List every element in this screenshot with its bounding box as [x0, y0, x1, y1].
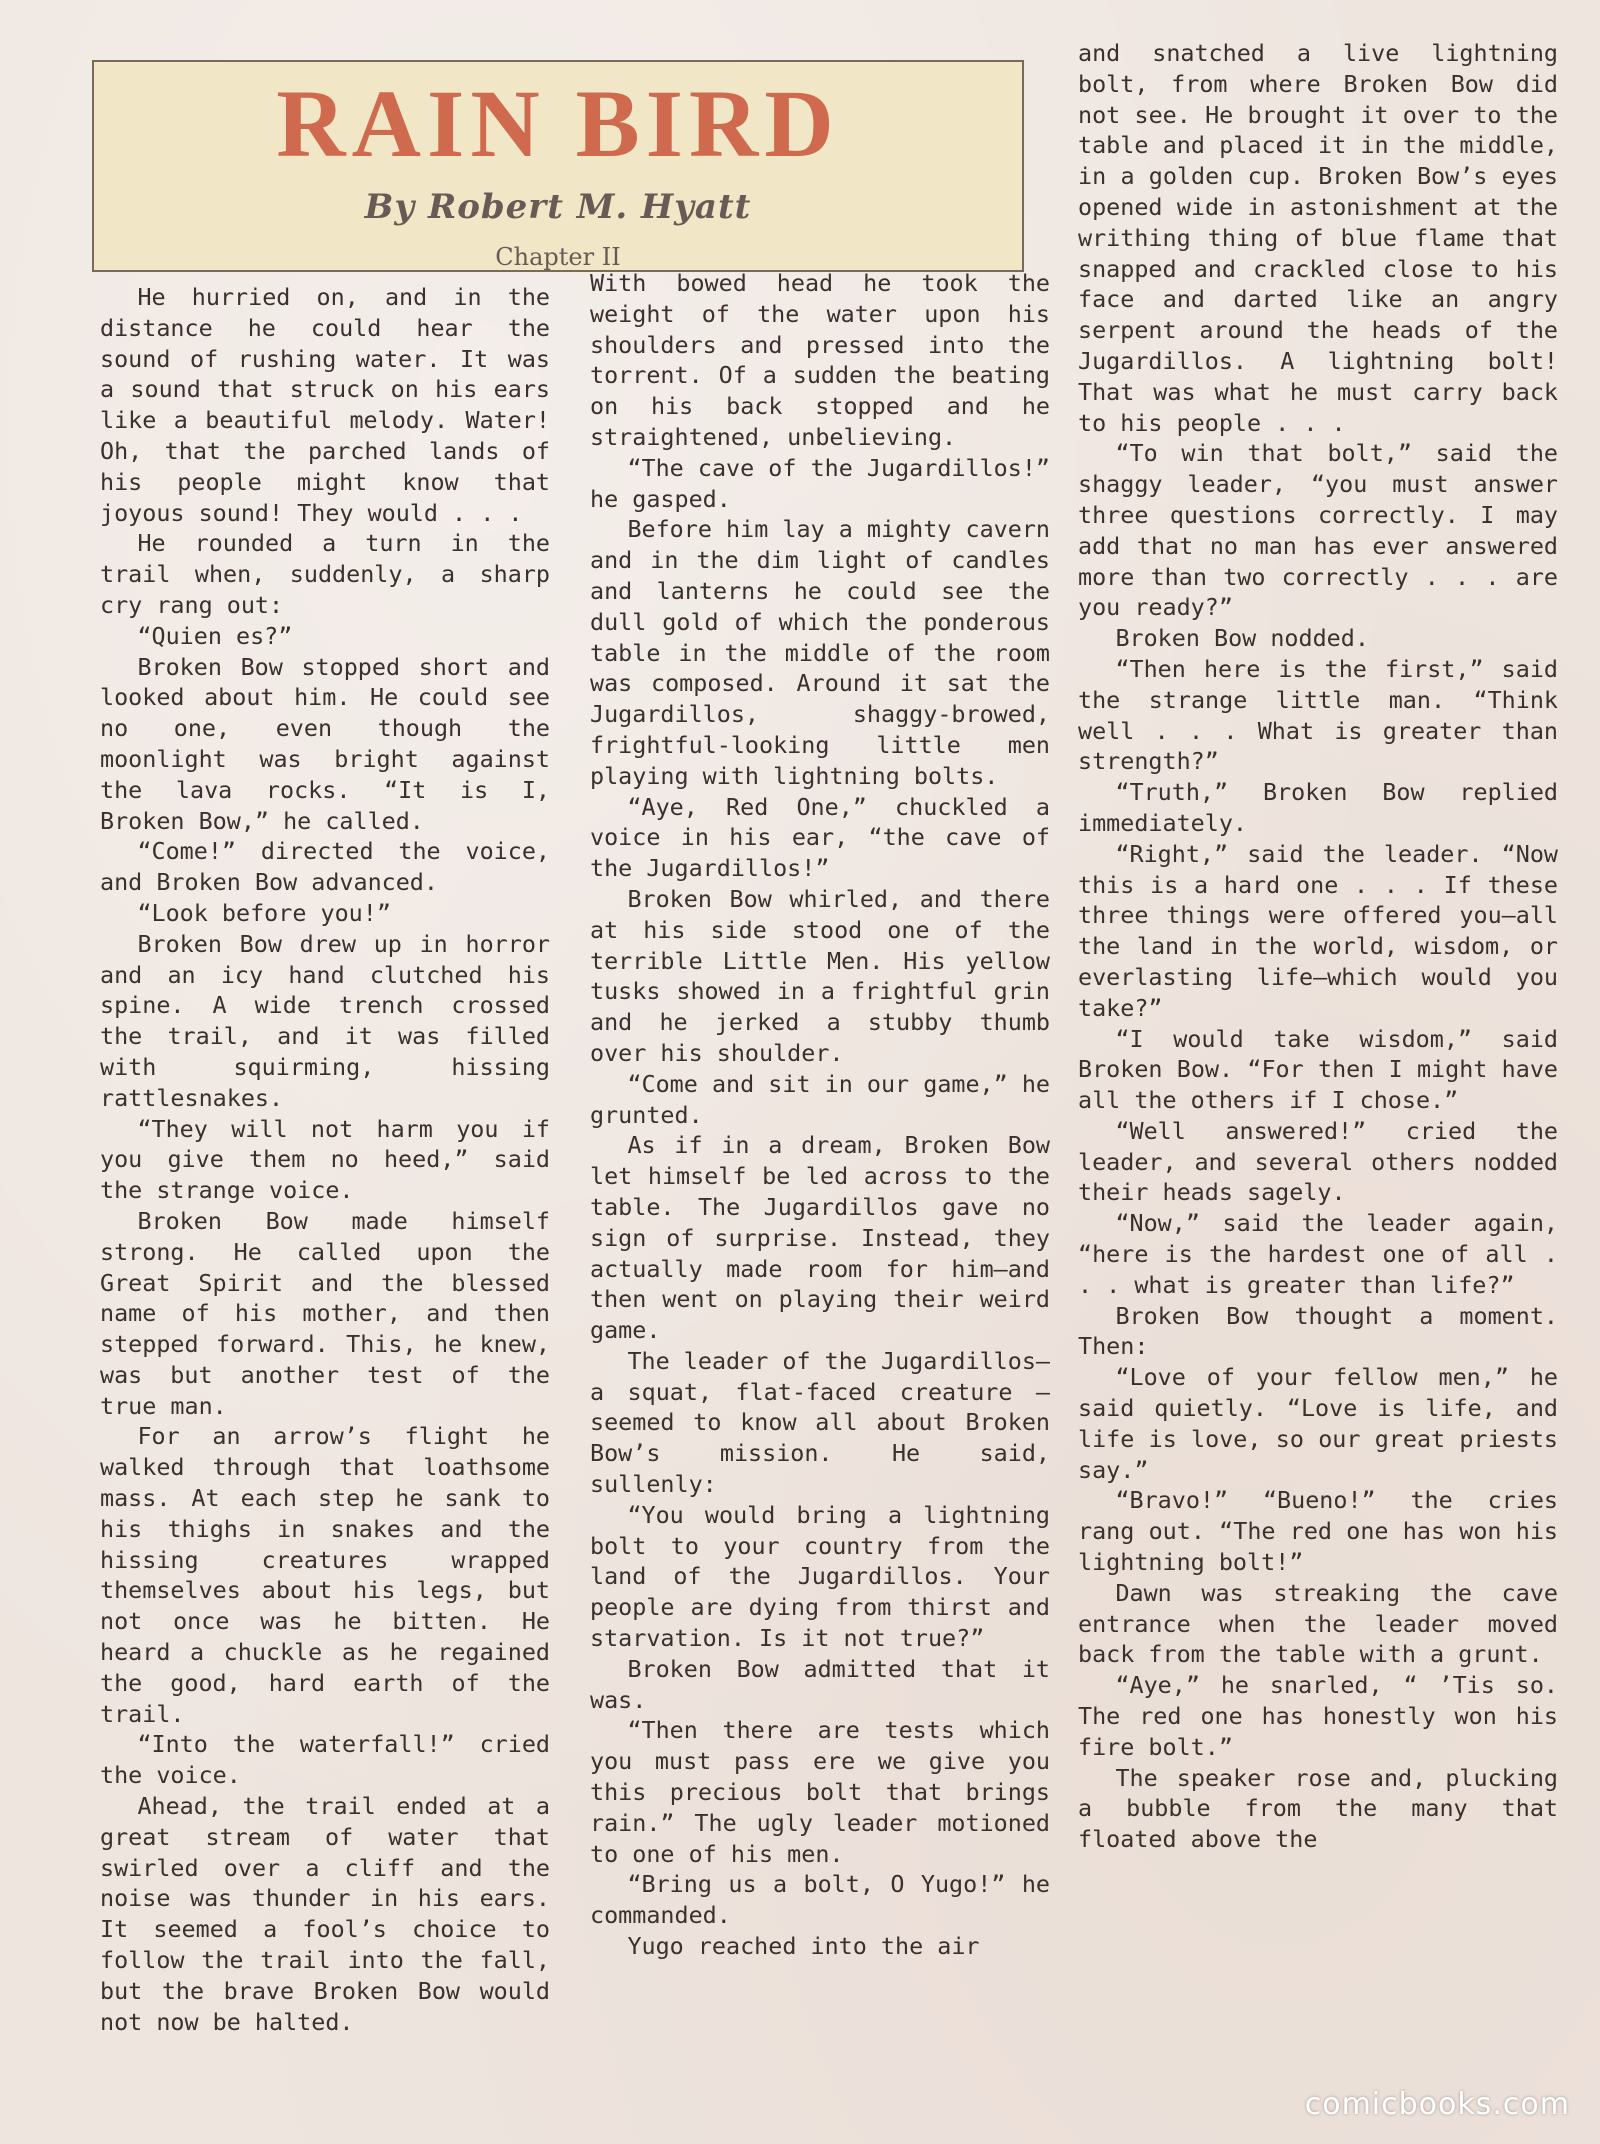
paragraph: Broken Bow nodded.: [1115, 624, 1369, 653]
paragraph: “To win that bolt,” said the shaggy leader, “you must answer three questions correctly. I may add that no man has ever answered more than two correctly . . . are you ready?”: [1078, 439, 1558, 622]
paragraph: The speaker rose and, plucking a bubble from the many that floated above the: [1078, 1763, 1558, 1854]
paragraph: “Look before you!”: [137, 898, 391, 927]
paragraph: He rounded a turn in the trail when, suddenly, a sharp cry rang out:: [100, 529, 550, 619]
paragraph: He hurried on, and in the distance he could hear the sound of rushing water. It was a sound that struck on his ears like a beautiful melody. Water! Oh, that the parched lands of his people might know that joyous sound! They would . . .: [100, 283, 550, 527]
paragraph: Yugo reached into the air: [627, 1932, 980, 1961]
paragraph: As if in a dream, Broken Bow let himself be led across to the table. The Jugardillos gave no sign of surprise. Instead, they actually made room for him—and then went on playing their weird game.: [590, 1131, 1050, 1345]
paragraph: “Then here is the first,” said the strange little man. “Think well . . . What is greater than strength?”: [1078, 654, 1558, 776]
paragraph: “Aye, Red One,” chuckled a voice in his ear, “the cave of the Jugardillos!”: [590, 792, 1050, 883]
chapter-label: Chapter II: [495, 242, 621, 271]
paragraph: With bowed head he took the weight of the water upon his shoulders and pressed into the torrent. Of a sudden the beating on his back stopped and he straightened, unbelieving.: [590, 269, 1050, 451]
paragraph: “Love of your fellow men,” he said quietly. “Love is life, and life is love, so our great priests say.”: [1078, 1363, 1558, 1484]
paragraph: “Then there are tests which you must pass ere we give you this precious bolt that brings rain.” The ugly leader motioned to one of his men.: [590, 1716, 1050, 1868]
title-box: [92, 60, 1024, 272]
paragraph: “Come and sit in our game,” he grunted.: [590, 1069, 1050, 1129]
paragraph: Ahead, the trail ended at a great stream of water that swirled over a cliff and the noise was thunder in his ears. It seemed a fool’s choice to follow the trail into the fall, but the brave Broken Bow would not now be halted.: [100, 1792, 550, 2036]
paragraph: “I would take wisdom,” said Broken Bow. “For then I might have all the others if I chose.”: [1078, 1024, 1558, 1115]
paragraph: For an arrow’s flight he walked through that loathsome mass. At each step he sank to his thighs in snakes and the hissing creatures wrapped themselves about his legs, but not once was he bitten. He heard a chuckle as he regained the good, hard earth of the trail.: [100, 1422, 550, 1728]
paragraph: “They will not harm you if you give them no heed,” said the strange voice.: [100, 1114, 550, 1205]
paragraph: “Right,” said the leader. “Now this is a hard one . . . If these three things were offered you—all the land in the world, wisdom, or everlasting life—which would you take?”: [1078, 839, 1558, 1022]
paragraph: “Truth,” Broken Bow replied immediately.: [1078, 778, 1558, 837]
paragraph: Broken Bow admitted that it was.: [590, 1654, 1050, 1714]
paragraph: “You would bring a lightning bolt to your country from the land of the Jugardillos. Your people are dying from thirst and starvation. Is it not true?”: [590, 1500, 1050, 1653]
byline: By Robert M. Hyatt: [364, 186, 752, 227]
paragraph: and snatched a live lightning bolt, from where Broken Bow did not see. He brought it over to the table and placed it in the middle, in a golden cup. Broken Bow’s eyes opened wide in astonishment at the writhing thing of blue flame that snapped and crackled close to his face and darted like an angry serpent around the heads of the Jugardillos. A lightning bolt! That was what he must carry back to his people . . .: [1078, 39, 1558, 437]
paragraph: Dawn was streaking the cave entrance when the leader moved back from the table with a grunt.: [1078, 1578, 1558, 1669]
paragraph: Broken Bow thought a moment. Then:: [1078, 1301, 1558, 1361]
paragraph: “Aye,” he snarled, “ ’Tis so. The red one has honestly won his fire bolt.”: [1078, 1671, 1558, 1761]
paragraph: “Come!” directed the voice, and Broken Bow advanced.: [100, 837, 550, 897]
text-column-1: [100, 282, 550, 2102]
paragraph: Broken Bow stopped short and looked about him. He could see no one, even though the moonlight was bright against the lava rocks. “It is I, Broken Bow,” he called.: [100, 652, 550, 835]
story-title: RAIN BIRD: [276, 70, 840, 177]
paragraph: “Into the waterfall!” cried the voice.: [100, 1730, 550, 1790]
paragraph: “Quien es?”: [137, 621, 293, 650]
paragraph: Broken Bow drew up in horror and an icy hand clutched his spine. A wide trench crossed the trail, and it was filled with squirming, hissing rattlesnakes.: [100, 929, 550, 1112]
paragraph: Broken Bow whirled, and there at his side stood one of the terrible Little Men. His yellow tusks showed in a frightful grin and he jerked a stubby thumb over his shoulder.: [590, 884, 1050, 1067]
paragraph: Before him lay a mighty cavern and in the dim light of candles and lanterns he could see the dull gold of which the ponderous table in the middle of the room was composed. Around it sat the Jugardillos, shaggy-browed, frightful-looking little men playing with lightning bolts.: [590, 515, 1050, 790]
text-column-3: [1078, 38, 1558, 2098]
paragraph: “Now,” said the leader again, “here is the hardest one of all . . . what is greater than life?”: [1078, 1209, 1558, 1299]
paragraph: “The cave of the Jugardillos!” he gasped.: [590, 453, 1050, 513]
paragraph: Broken Bow made himself strong. He called upon the Great Spirit and the blessed name of his mother, and then stepped forward. This, he knew, was but another test of the true man.: [100, 1206, 550, 1420]
text-column-2: [590, 268, 1050, 2088]
paragraph: The leader of the Jugardillos—a squat, flat-faced creature — seemed to know all about Broken Bow’s mission. He said, sullenly:: [590, 1346, 1050, 1499]
watermark: comicbooks.com: [1304, 2087, 1570, 2122]
paragraph: “Bring us a bolt, O Yugo!” he commanded.: [590, 1870, 1050, 1930]
paragraph: “Bravo!” “Bueno!” the cries rang out. “The red one has won his lightning bolt!”: [1078, 1486, 1558, 1577]
paragraph: “Well answered!” cried the leader, and several others nodded their heads sagely.: [1078, 1116, 1558, 1207]
